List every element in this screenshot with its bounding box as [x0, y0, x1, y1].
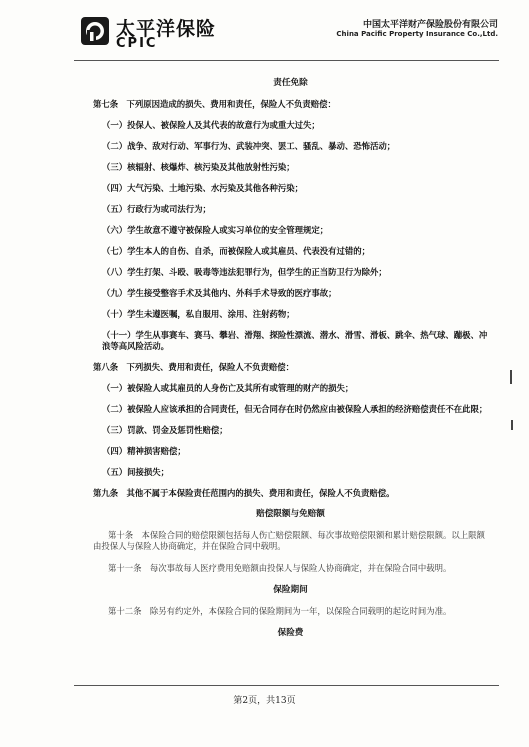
- letterhead: [0, 0, 529, 58]
- article-7-item: （三）核辐射、核爆炸、核污染及其他放射性污染；: [102, 162, 295, 172]
- article-8-item: （四）精神损害赔偿；: [102, 446, 186, 456]
- brand-name-cn: 太平洋保险: [116, 18, 217, 40]
- company-name-en: China Pacific Property Insurance Co.,Ltd.: [336, 30, 498, 38]
- article-7-item: （一）投保人、被保险人及其代表的故意行为或重大过失；: [102, 120, 320, 130]
- article-10: 第十条 本保险合同的赔偿限额包括每人伤亡赔偿限额、每次事故赔偿限额和累计赔偿限额。以上限额由投保人与保险人协商确定，并在保险合同中载明。: [93, 530, 485, 551]
- scan-mark: [510, 370, 512, 384]
- cpic-logo-icon: [80, 16, 110, 46]
- section-heading-period: 保险期间: [273, 585, 308, 595]
- article-7-item: （八）学生打架、斗殴、吸毒等违法犯罪行为，但学生的正当防卫行为除外；: [102, 267, 387, 277]
- article-7-item: （七）学生本人的自伤、自杀，而被保险人或其雇员、代表没有过错的；: [102, 246, 370, 256]
- company-name-cn: 中国太平洋财产保险股份有限公司: [362, 20, 498, 30]
- article-9: 第九条 其他不属于本保险责任范围内的损失、费用和责任，保险人不负责赔偿。: [93, 488, 395, 498]
- article-7-item: （十）学生未遵医嘱，私自服用、涂用、注射药物；: [102, 309, 295, 319]
- article-7-item: （四）大气污染、土地污染、水污染及其他各种污染；: [102, 183, 303, 193]
- section-heading-premium: 保险费: [277, 628, 304, 638]
- article-8-item: （一）被保险人或其雇员的人身伤亡及其所有或管理的财产的损失；: [102, 383, 354, 393]
- article-8: 第八条 下列损失、费用和责任，保险人不负责赔偿：: [93, 362, 294, 372]
- article-8-item: （三）罚款、罚金及惩罚性赔偿；: [102, 425, 228, 435]
- article-8-item: （二）被保险人应该承担的合同责任，但无合同存在时仍然应由被保险人承担的经济赔偿责任不在此限；: [102, 404, 488, 414]
- article-7-item: （二）战争、敌对行动、军事行为、武装冲突、罢工、骚乱、暴动、恐怖活动；: [102, 141, 396, 151]
- article-11: 第十一条 每次事故每人医疗费用免赔额由投保人与保险人协商确定，并在保险合同中载明。: [108, 563, 452, 573]
- section-heading-exemption: 责任免除: [273, 78, 308, 88]
- article-7-item: （十一）学生从事赛车、赛马、攀岩、滑翔、探险性漂流、潜水、滑雪、滑板、跳伞、热气球、蹦极、冲浪等高风险活动。: [102, 330, 488, 351]
- document-body: [93, 78, 488, 649]
- header-divider: [74, 60, 499, 61]
- page-number: 第2页，共13页: [233, 696, 296, 706]
- scan-mark: [511, 420, 513, 430]
- footer-divider: [74, 685, 499, 686]
- article-7-item: （六）学生故意不遵守被保险人或实习单位的安全管理规定；: [102, 225, 329, 235]
- article-7-item: （五）行政行为或司法行为；: [102, 204, 211, 214]
- section-heading-limit: 赔偿限额与免赔额: [256, 509, 325, 519]
- article-7: 第七条 下列原因造成的损失、费用和责任，保险人不负责赔偿：: [93, 99, 336, 109]
- article-7-item: （九）学生接受整容手术及其他内、外科手术导致的医疗事故；: [102, 288, 337, 298]
- article-8-item: （五）间接损失；: [102, 467, 169, 477]
- brand-name-en: CPIC: [116, 36, 158, 51]
- article-12: 第十二条 除另有约定外，本保险合同的保险期间为一年，以保险合同载明的起讫时间为准。: [108, 606, 452, 616]
